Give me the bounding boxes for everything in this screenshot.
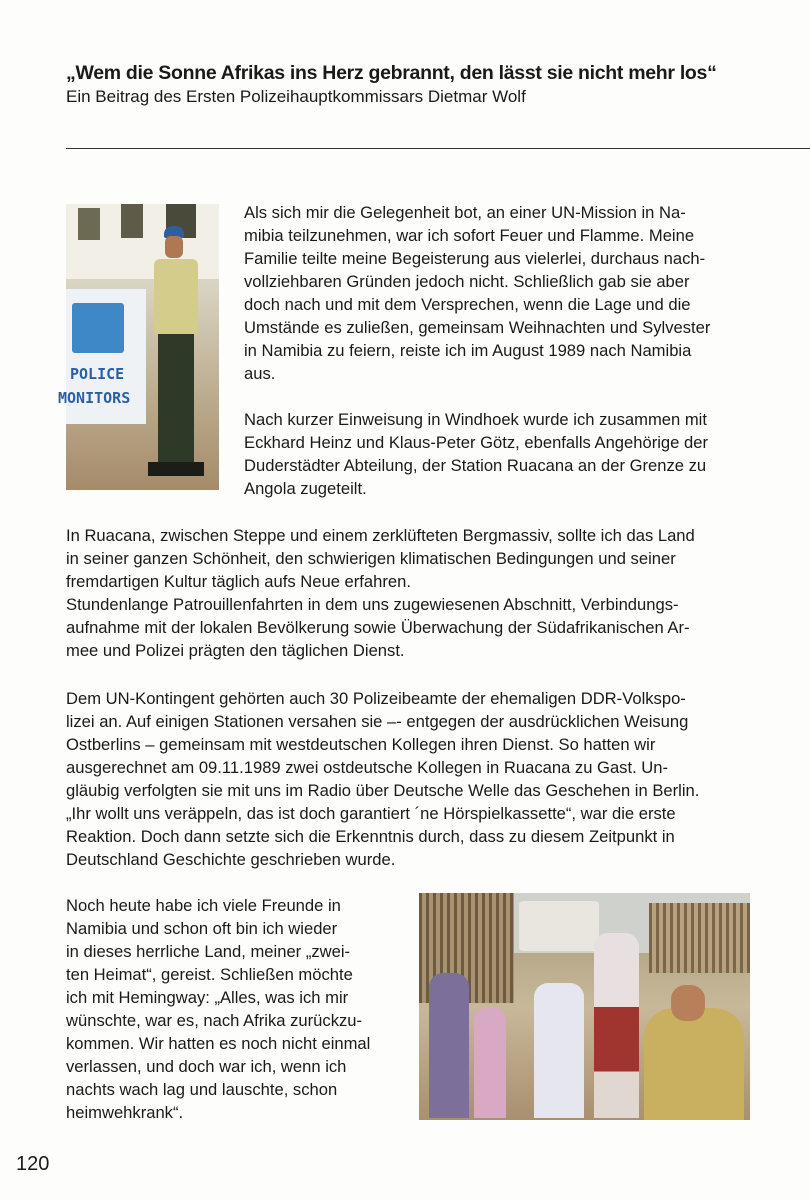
officer [644, 1008, 744, 1120]
child [594, 933, 639, 1118]
text-line: Eckhard Heinz und Klaus-Peter Götz, ebenfalls Angehörige der [244, 433, 708, 452]
text-line: gläubig verfolgten sie mit uns im Radio über Deutsche Welle das Geschehen in Berlin. [66, 781, 700, 800]
text-line: „Ihr wollt uns veräppeln, das ist doch garantiert ´ne Hörspielkassette“, war die erste [66, 804, 676, 823]
wooden-fence [649, 903, 750, 973]
text-line: mibia teilzunehmen, war ich sofort Feuer und Flamme. Meine [244, 226, 695, 245]
paragraph-arrival [244, 408, 708, 500]
photo-officer-police-monitors-sign [58, 204, 219, 490]
sign-text: MONITORS [58, 389, 131, 407]
text-line: Namibia und schon oft bin ich wieder [66, 919, 338, 938]
text-line: fremdartigen Kultur täglich aufs Neue erfahren. [66, 572, 411, 591]
child [534, 983, 584, 1118]
boots [148, 462, 204, 476]
text-line: in dieses herrliche Land, meiner „zwei- [66, 942, 351, 961]
text-line: in seiner ganzen Schönheit, den schwierigen klimatischen Bedingungen und seiner [66, 549, 676, 568]
text-line: verlassen, und doch war ich, wenn ich [66, 1057, 347, 1076]
page-number: 120 [16, 1153, 50, 1175]
text-line: Noch heute habe ich viele Freunde in [66, 896, 341, 915]
child [474, 1008, 506, 1118]
text-line: Nach kurzer Einweisung in Windhoek wurde ich zusammen mit [244, 410, 707, 429]
vehicle [519, 901, 599, 951]
text-line: aufnahme mit der lokalen Bevölkerung sowie Überwachung der Südafrikanischen Ar- [66, 618, 690, 637]
text-line: Deutschland Geschichte geschrieben wurde. [66, 850, 396, 869]
text-line: Umstände es zuließen, gemeinsam Weihnachten und Sylvester [244, 318, 711, 337]
text-line: Stundenlange Patrouillenfahrten in dem uns zugewiesenen Abschnitt, Verbindungs- [66, 595, 679, 614]
face [165, 236, 183, 258]
text-line: In Ruacana, zwischen Steppe und einem zerklüfteten Bergmassiv, sollte ich das Land [66, 526, 695, 545]
sign-board [58, 289, 146, 424]
paragraph-ddr [66, 687, 699, 871]
paragraph-conclusion [66, 894, 370, 1124]
paragraph-intro [244, 201, 710, 385]
text-line: nachts wach lag und lauschte, schon [66, 1080, 338, 1099]
sign-text: POLICE [70, 365, 125, 383]
text-line: Duderstädter Abteilung, der Station Ruacana an der Grenze zu [244, 456, 707, 475]
child [429, 973, 469, 1118]
text-line: Familie teilte meine Begeisterung aus vielerlei, durchaus nach- [244, 249, 706, 268]
trousers [158, 334, 194, 464]
window [121, 204, 143, 238]
text-line: ten Heimat“, gereist. Schließen möchte [66, 965, 353, 984]
text-line: Ostberlins – gemeinsam mit westdeutschen Kollegen ihren Dienst. So hatten wir [66, 735, 656, 754]
text-line: Als sich mir die Gelegenheit bot, an einer UN-Mission in Na- [244, 203, 686, 222]
officer-face [671, 985, 705, 1021]
text-line: aus. [244, 364, 276, 383]
text-line: doch nach und mit dem Versprechen, wenn die Lage und die [244, 295, 691, 314]
shirt [154, 259, 198, 334]
un-emblem-icon [72, 303, 124, 353]
text-line: Reaktion. Doch dann setzte sich die Erkenntnis durch, dass zu diesem Zeitpunkt in [66, 827, 675, 846]
divider [66, 148, 810, 149]
text-line: kommen. Wir hatten es noch nicht einmal [66, 1034, 371, 1053]
text-line: ausgerechnet am 09.11.1989 zwei ostdeutsche Kollegen in Ruacana zu Gast. Un- [66, 758, 669, 777]
text-line: heimwehkrank“. [66, 1103, 184, 1122]
text-line: ich mit Hemingway: „Alles, was ich mir [66, 988, 349, 1007]
window [78, 208, 100, 240]
article-subtitle: Ein Beitrag des Ersten Polizeihauptkommissars Dietmar Wolf [66, 87, 526, 106]
photo-officer-with-children [419, 893, 750, 1120]
text-line: mee und Polizei prägten den täglichen Dienst. [66, 641, 405, 660]
text-line: wünschte, war es, nach Afrika zurückzu- [66, 1011, 363, 1030]
text-line: in Namibia zu feiern, reiste ich im August 1989 nach Namibia [244, 341, 692, 360]
text-line: Dem UN-Kontingent gehörten auch 30 Polizeibeamte der ehemaligen DDR-Volkspo- [66, 689, 686, 708]
text-line: Angola zugeteilt. [244, 479, 367, 498]
paragraph-ruacana [66, 524, 695, 662]
text-line: lizei an. Auf einigen Stationen versahen sie –- entgegen der ausdrücklichen Weisung [66, 712, 689, 731]
article-title: „Wem die Sonne Afrikas ins Herz gebrannt, den lässt sie nicht mehr los“ [66, 62, 717, 84]
text-line: vollziehbaren Gründen jedoch nicht. Schließlich gab sie aber [244, 272, 690, 291]
